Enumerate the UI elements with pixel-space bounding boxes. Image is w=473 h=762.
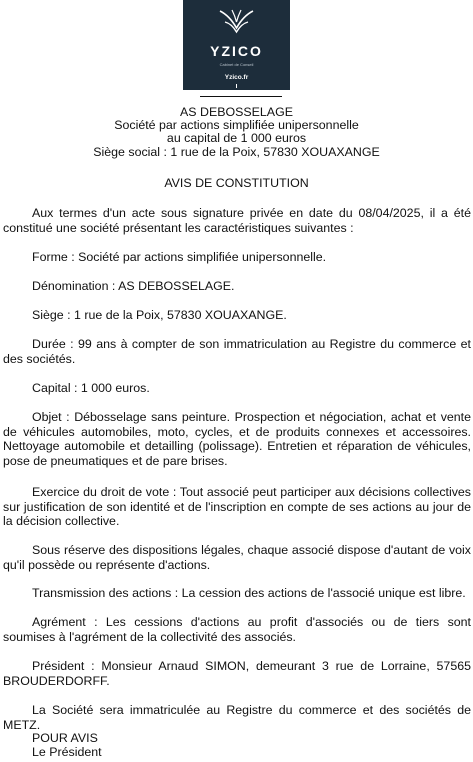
header-rule <box>200 96 282 97</box>
paragraph-objet: Objet : Débosselage sans peinture. Prospection et négociation, achat et vente de véhicules automobiles, moto, cycles, et de produits connexes et accessoires. Nettoyage automobile et detailling (polissage). Entretien et réparation de véhicules, pose de pneumatiques et de pare brises. <box>3 410 471 468</box>
logo-tagline: Cabinet de Conseil <box>219 62 254 67</box>
logo-url: Yzico.fr <box>224 74 249 81</box>
paragraph-intro: Aux termes d'un acte sous signature privée en date du 08/04/2025, il a été constitué une société présentant les caractéristiques suivantes : <box>3 206 471 235</box>
yzico-emblem-icon <box>216 8 257 40</box>
paragraph-agrement: Agrément : Les cessions d'actions au profit d'associés ou de tiers sont soumises à l'agrément de la collectivité des associés. <box>3 615 471 644</box>
company-capital: au capital de 1 000 euros <box>166 131 307 145</box>
logo-divider <box>236 84 237 88</box>
yzico-logo <box>183 0 290 90</box>
paragraph-vote: Exercice du droit de vote : Tout associé peut participer aux décisions collectives sur justification de son identité et de l'inscription en compte de ses actions au jour de la décision collective. <box>3 485 471 528</box>
paragraph-forme: Forme : Société par actions simplifiée unipersonnelle. <box>32 250 327 264</box>
signature-block <box>3 732 471 759</box>
company-seat: Siège social : 1 rue de la Poix, 57830 XOUAXANGE <box>93 145 380 159</box>
paragraph-denomination: Dénomination : AS DEBOSSELAGE. <box>32 279 235 293</box>
paragraph-immatriculation: La Société sera immatriculée au Registre du commerce et des sociétés de METZ. <box>3 703 471 732</box>
company-name: AS DEBOSSELAGE <box>180 105 293 119</box>
paragraph-capital: Capital : 1 000 euros. <box>32 381 150 395</box>
company-form: Société par actions simplifiée unipersonnelle <box>114 118 359 132</box>
notice-title: AVIS DE CONSTITUTION <box>164 176 309 190</box>
paragraph-duree: Durée : 99 ans à compter de son immatriculation au Registre du commerce et des sociétés. <box>3 337 471 366</box>
paragraph-siege: Siège : 1 rue de la Poix, 57830 XOUAXANGE. <box>32 308 287 322</box>
signature-line-2: Le Président <box>32 744 102 759</box>
paragraph-voix: Sous réserve des dispositions légales, chaque associé dispose d'autant de voix qu'il possède ou représente d'actions. <box>3 543 471 572</box>
signature-line-1: POUR AVIS <box>32 731 98 745</box>
paragraph-president: Président : Monsieur Arnaud SIMON, demeurant 3 rue de Lorraine, 57565 BROUDERDORFF. <box>3 659 471 688</box>
paragraph-transmission: Transmission des actions : La cession des actions de l'associé unique est libre. <box>32 586 466 600</box>
logo-brand-name: YZICO <box>210 43 263 59</box>
